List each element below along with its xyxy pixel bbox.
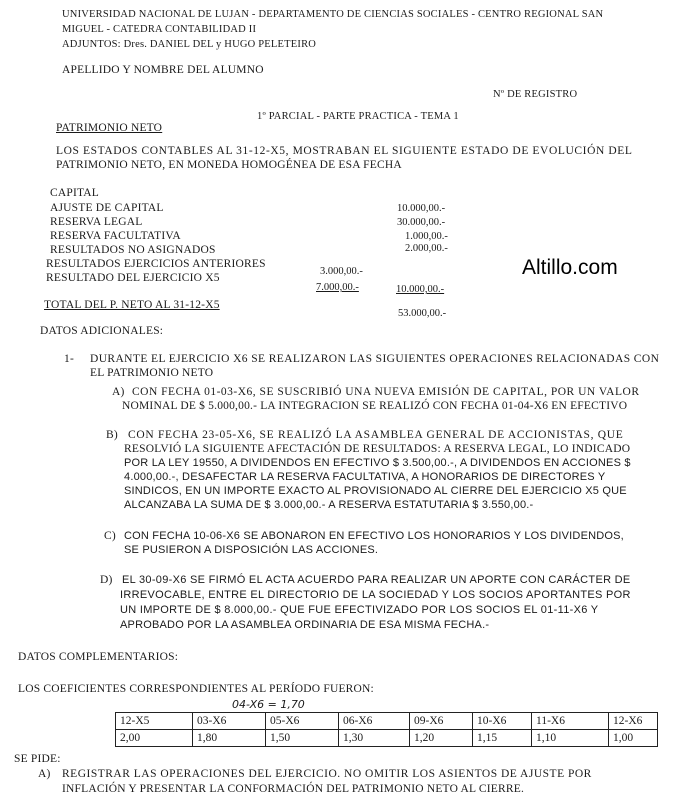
- coef-value: 1,50: [266, 730, 339, 747]
- equity-row-label: RESULTADO DEL EJERCICIO X5: [46, 272, 220, 284]
- se-pide-a-line2: INFLACIÓN Y PRESENTAR LA CONFORMACIÓN DEL PATRIMONIO NETO AL CIERRE.: [62, 783, 525, 795]
- registro-label: Nº DE REGISTRO: [493, 89, 578, 100]
- equity-total-amount: 53.000,00.-: [398, 308, 447, 319]
- coeficientes-intro: LOS COEFICIENTES CORRESPONDIENTES AL PERÍODO FUERON:: [18, 683, 374, 695]
- equity-row-label: RESERVA LEGAL: [50, 216, 143, 228]
- equity-row-amount: 30.000,00.-: [397, 217, 446, 228]
- item-d-label: D): [100, 574, 113, 586]
- coef-period-row: [116, 713, 658, 730]
- equity-row-amount: 10.000,00.-: [396, 284, 445, 295]
- exam-title: 1º PARCIAL - PARTE PRACTICA - TEMA 1: [257, 111, 459, 122]
- coef-period: 10-X6: [473, 713, 532, 730]
- intro-line2: PATRIMONIO NETO, EN MONEDA HOMOGÉNEA DE ESA FECHA: [56, 159, 402, 171]
- item-b-line5: SINDICOS, EN UN IMPORTE EXACTO AL PROVISIONADO AL CIERRE DEL EJERCICIO X5 QUE: [124, 485, 627, 497]
- equity-row-amount: 1.000,00.-: [405, 231, 448, 242]
- equity-row-label: RESULTADOS EJERCICIOS ANTERIORES: [46, 258, 266, 270]
- watermark-logo: Altillo.com: [522, 256, 618, 279]
- item-b-label: B): [106, 429, 118, 441]
- se-pide-a-label: A): [38, 768, 51, 780]
- header-adjuntos: ADJUNTOS: Dres. DANIEL DEL y HUGO PELETEIRO: [62, 39, 317, 50]
- item-c-line1: CON FECHA 10-06-X6 SE ABONARON EN EFECTIVO LOS HONORARIOS Y LOS DIVIDENDOS,: [124, 530, 624, 542]
- item-d-line4: APROBADO POR LA ASAMBLEA ORDINARIA DE ESA MISMA FECHA.-: [120, 619, 490, 631]
- item-1-line2: EL PATRIMONIO NETO: [90, 367, 214, 379]
- item-c-label: C): [104, 530, 116, 542]
- equity-row-label: CAPITAL: [50, 187, 100, 199]
- equity-row-amount: 10.000,00.-: [397, 203, 446, 214]
- item-b-line2: RESOLVIÓ LA SIGUIENTE AFECTACIÓN DE RESULTADOS: A RESERVA LEGAL, LO INDICADO: [124, 443, 631, 455]
- equity-row-subamount: 7.000,00.-: [316, 282, 359, 293]
- item-1-line1: DURANTE EL EJERCICIO X6 SE REALIZARON LAS SIGUIENTES OPERACIONES RELACIONADAS CON: [90, 353, 660, 365]
- se-pide-title: SE PIDE:: [14, 753, 61, 765]
- handwritten-note: 04-X6 = 1,70: [232, 698, 305, 711]
- item-c-line2: SE PUSIERON A DISPOSICIÓN LAS ACCIONES.: [124, 544, 379, 556]
- coef-value: 1,10: [532, 730, 609, 747]
- intro-line1: LOS ESTADOS CONTABLES AL 31-12-X5, MOSTRABAN EL SIGUIENTE ESTADO DE EVOLUCIÓN DEL: [56, 145, 633, 157]
- coef-period: 11-X6: [532, 713, 609, 730]
- coef-period: 09-X6: [410, 713, 473, 730]
- equity-total-label: TOTAL DEL P. NETO AL 31-12-X5: [44, 299, 220, 311]
- item-a-label: A): [112, 386, 125, 398]
- coef-period: 05-X6: [266, 713, 339, 730]
- coef-value: 2,00: [116, 730, 193, 747]
- coef-period: 03-X6: [193, 713, 266, 730]
- student-name-label: APELLIDO Y NOMBRE DEL ALUMNO: [62, 64, 264, 76]
- coef-period: 06-X6: [339, 713, 410, 730]
- item-1-number: 1-: [64, 353, 74, 365]
- item-b-line3: POR LA LEY 19550, A DIVIDENDOS EN EFECTIVO $ 3.500,00.-, A DIVIDENDOS EN ACCIONES $: [124, 457, 631, 469]
- se-pide-a-line1: REGISTRAR LAS OPERACIONES DEL EJERCICIO. NO OMITIR LOS ASIENTOS DE AJUSTE POR: [62, 768, 592, 780]
- item-b-line1: CON FECHA 23-05-X6, SE REALIZÓ LA ASAMBLEA GENERAL DE ACCIONISTAS, QUE: [128, 429, 624, 441]
- equity-row-amount: 2.000,00.-: [405, 243, 448, 254]
- coef-value: 1,00: [609, 730, 658, 747]
- coef-value: 1,80: [193, 730, 266, 747]
- equity-row-label: RESERVA FACULTATIVA: [50, 230, 181, 242]
- item-b-line6: ALCANZABA LA SUMA DE $ 3.000,00.- A RESERVA ESTATUTARIA $ 3.550,00.-: [124, 499, 534, 511]
- item-d-line3: UN IMPORTE DE $ 8.000,00.- QUE FUE EFECTIVIZADO POR LOS SOCIOS EL 01-11-X6 Y: [120, 604, 599, 616]
- item-b-line4: 4.000,00.-, DESAFECTAR LA RESERVA FACULTATIVA, A HONORARIOS DE DIRECTORES Y: [124, 471, 606, 483]
- equity-row-label: AJUSTE DE CAPITAL: [50, 202, 164, 214]
- item-a-line2: NOMINAL DE $ 5.000,00.- LA INTEGRACION SE REALIZÓ CON FECHA 01-04-X6 EN EFECTIVO: [122, 400, 628, 412]
- header-institution-line1: UNIVERSIDAD NACIONAL DE LUJAN - DEPARTAMENTO DE CIENCIAS SOCIALES - CENTRO REGIONAL SAN: [62, 9, 604, 20]
- coef-period: 12-X6: [609, 713, 658, 730]
- datos-adicionales-title: DATOS ADICIONALES:: [40, 325, 164, 337]
- equity-row-label: RESULTADOS NO ASIGNADOS: [50, 244, 216, 256]
- coefficients-table: [115, 712, 658, 747]
- item-d-line1: EL 30-09-X6 SE FIRMÓ EL ACTA ACUERDO PARA REALIZAR UN APORTE CON CARÁCTER DE: [122, 574, 631, 586]
- header-institution-line2: MIGUEL - CATEDRA CONTABILIDAD II: [62, 24, 257, 35]
- datos-complementarios-title: DATOS COMPLEMENTARIOS:: [18, 651, 179, 663]
- item-a-line1: CON FECHA 01-03-X6, SE SUSCRIBIÓ UNA NUEVA EMISIÓN DE CAPITAL, POR UN VALOR: [132, 386, 640, 398]
- section-title: PATRIMONIO NETO: [56, 122, 163, 134]
- coef-value: 1,30: [339, 730, 410, 747]
- coef-period: 12-X5: [116, 713, 193, 730]
- coef-value: 1,20: [410, 730, 473, 747]
- equity-row-subamount: 3.000,00.-: [320, 266, 363, 277]
- coef-value: 1,15: [473, 730, 532, 747]
- item-d-line2: IRREVOCABLE, ENTRE EL DIRECTORIO DE LA SOCIEDAD Y LOS SOCIOS APORTANTES POR: [120, 589, 631, 601]
- coef-value-row: [116, 730, 658, 747]
